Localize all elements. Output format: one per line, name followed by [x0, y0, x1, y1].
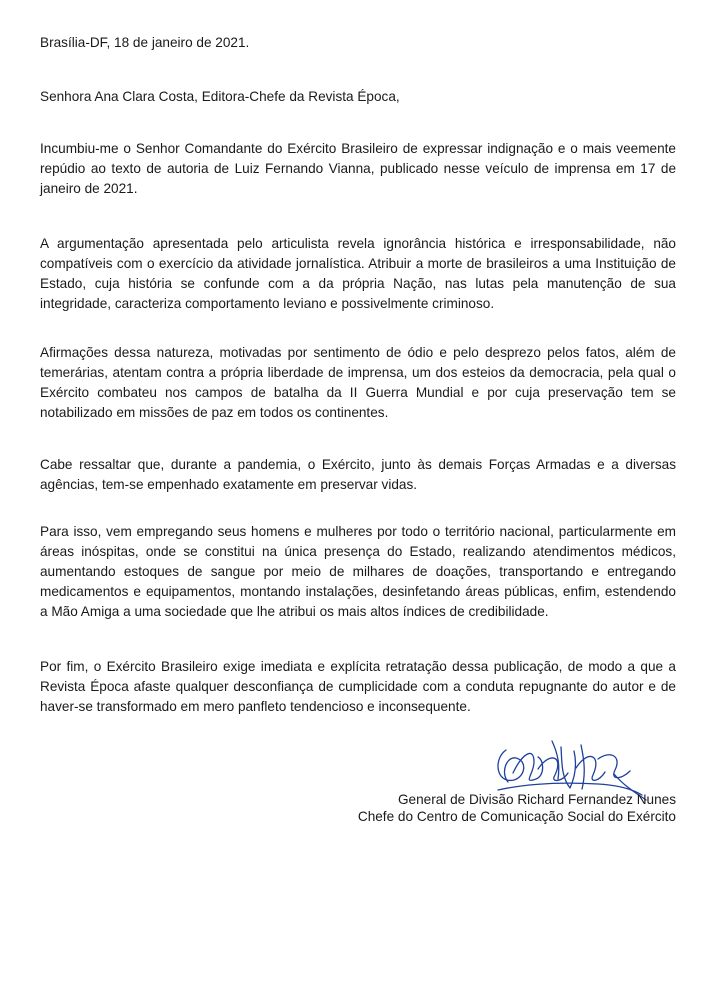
- paragraph-5: Para isso, vem empregando seus homens e mulheres por todo o território nacional, particularmente em áreas inóspitas, onde se constitui na única presença do Estado, realizando atendimentos médicos, aumentando estoques de sangue por meio de milhares de doações, transportando e entregando medicamentos e equipamentos, montando instalações, desinfetando áreas públicas, enfim, estendendo a Mão Amiga a uma sociedade que lhe atribui os mais altos índices de credibilidade.: [40, 524, 676, 619]
- salutation: Senhora Ana Clara Costa, Editora-Chefe da Revista Época,: [40, 89, 400, 104]
- paragraph-6: Por fim, o Exército Brasileiro exige imediata e explícita retratação dessa publicação, de modo a que a Revista Época afaste qualquer desconfiança de cumplicidade com a conduta repugnante do autor e de haver-se transformado em mero panfleto tendencioso e inconsequente.: [40, 659, 676, 714]
- date-line: Brasília-DF, 18 de janeiro de 2021.: [40, 35, 250, 50]
- signer-name: General de Divisão Richard Fernandez Nunes: [397, 792, 676, 807]
- paragraph-3: Afirmações dessa natureza, motivadas por sentimento de ódio e pelo desprezo pelos fatos, além de temerárias, atentam contra a própria liberdade de imprensa, um dos esteios da democracia, pela qual o Exército combateu nos campos de batalha da II Guerra Mundial e por cuja preservação tem se notabilizado em missões de paz em todos os continentes.: [40, 345, 676, 420]
- paragraph-2: A argumentação apresentada pelo articulista revela ignorância histórica e irresponsabilidade, não compatíveis com o exercício da atividade jornalística. Atribuir a morte de brasileiros a uma Instituição de Estado, cuja história se confunde com a da própria Nação, nas lutas pela manutenção de sua integridade, caracteriza comportamento leviano e possivelmente criminoso.: [40, 236, 676, 311]
- signer-title: Chefe do Centro de Comunicação Social do Exército: [357, 809, 676, 824]
- paragraph-1: Incumbiu-me o Senhor Comandante do Exército Brasileiro de expressar indignação e o mais veemente repúdio ao texto de autoria de Luiz Fernando Vianna, publicado nesse veículo de imprensa em 17 de janeiro de 2021.: [40, 141, 676, 196]
- signature-block: [358, 791, 676, 825]
- paragraph-4: Cabe ressaltar que, durante a pandemia, o Exército, junto às demais Forças Armadas e a diversas agências, tem-se empenhado exatamente em preservar vidas.: [40, 457, 676, 492]
